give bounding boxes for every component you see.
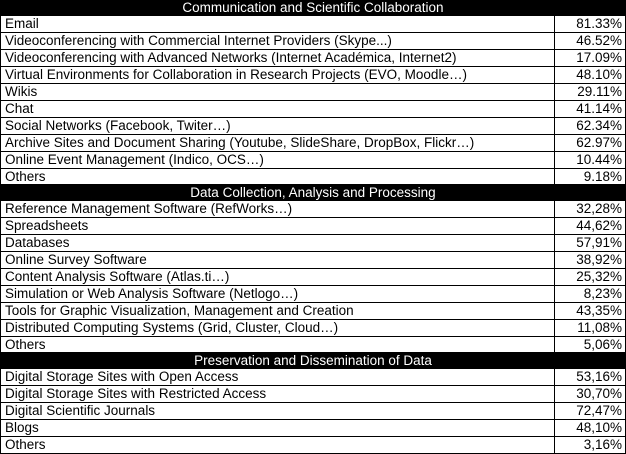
table-row	[0, 50, 626, 67]
table-row	[0, 16, 626, 33]
row-label: Digital Scientific Journals	[1, 403, 555, 419]
table-row	[0, 218, 626, 235]
table-row	[0, 337, 626, 353]
row-label: Reference Management Software (RefWorks…)	[1, 201, 555, 217]
row-label: Digital Storage Sites with Open Access	[1, 369, 555, 385]
row-value: 25,32%	[576, 269, 622, 285]
row-value: 9.18%	[583, 168, 622, 184]
table-row	[0, 303, 626, 320]
row-value: 81.33%	[576, 16, 622, 32]
table-row	[0, 437, 626, 454]
row-label: Chat	[1, 101, 555, 117]
row-value: 38,92%	[576, 252, 622, 268]
row-label: Email	[1, 16, 555, 32]
table-row	[0, 67, 626, 84]
row-value: 30,70%	[576, 386, 622, 402]
table-row	[0, 101, 626, 118]
row-label: Digital Storage Sites with Restricted Access	[1, 386, 555, 402]
table-row	[0, 235, 626, 252]
row-value: 29.11%	[577, 84, 622, 100]
row-label: Online Survey Software	[1, 252, 555, 268]
table-row	[0, 118, 626, 135]
row-label: Others	[1, 169, 555, 184]
row-value: 53,16%	[576, 369, 622, 385]
row-label: Tools for Graphic Visualization, Management and Creation	[1, 303, 555, 319]
section-header: Data Collection, Analysis and Processing	[0, 185, 626, 201]
row-label: Others	[1, 437, 555, 453]
row-label: Distributed Computing Systems (Grid, Cluster, Cloud…)	[1, 320, 555, 336]
row-value: 10.44%	[576, 152, 622, 168]
table-row	[0, 152, 626, 169]
row-value: 32,28%	[576, 201, 622, 217]
row-value: 43,35%	[576, 303, 622, 319]
row-value: 46.52%	[576, 33, 622, 49]
row-label: Archive Sites and Document Sharing (Youtube, SlideShare, DropBox, Flickr…)	[1, 135, 555, 151]
row-value: 62.34%	[576, 118, 622, 134]
row-label: Blogs	[1, 420, 555, 436]
row-label: Simulation or Web Analysis Software (Netlogo…)	[1, 286, 555, 302]
row-value: 48,10%	[576, 420, 622, 436]
row-label: Wikis	[1, 84, 555, 100]
table-row	[0, 403, 626, 420]
table-row	[0, 135, 626, 152]
row-label: Virtual Environments for Collaboration in Research Projects (EVO, Moodle…)	[1, 67, 555, 83]
table-row	[0, 320, 626, 337]
section-header: Preservation and Dissemination of Data	[0, 353, 626, 369]
table-row	[0, 201, 626, 218]
row-label: Online Event Management (Indico, OCS…)	[1, 152, 555, 168]
table-row	[0, 33, 626, 50]
row-label: Content Analysis Software (Atlas.ti…)	[1, 269, 555, 285]
table-row	[0, 169, 626, 185]
row-label: Videoconferencing with Advanced Networks (Internet Académica, Internet2)	[1, 50, 555, 66]
row-value: 48.10%	[576, 67, 622, 83]
row-value: 44,62%	[576, 218, 622, 234]
row-value: 41.14%	[576, 101, 622, 117]
row-label: Social Networks (Facebook, Twiter…)	[1, 118, 555, 134]
row-label: Others	[1, 337, 555, 352]
row-value: 62.97%	[576, 135, 622, 151]
table-row	[0, 369, 626, 386]
row-label: Databases	[1, 235, 555, 251]
row-value: 5,06%	[583, 336, 622, 352]
row-value: 57,91%	[576, 235, 622, 251]
table-row	[0, 84, 626, 101]
table-row	[0, 286, 626, 303]
row-value: 3,16%	[583, 437, 622, 453]
table-row	[0, 252, 626, 269]
row-value: 11,08%	[577, 320, 622, 336]
section-header: Communication and Scientific Collaboration	[0, 0, 626, 16]
row-value: 8,23%	[583, 286, 622, 302]
row-label: Spreadsheets	[1, 218, 555, 234]
row-label: Videoconferencing with Commercial Internet Providers (Skype...)	[1, 33, 555, 49]
table-row	[0, 420, 626, 437]
table-row	[0, 269, 626, 286]
row-value: 72,47%	[576, 403, 622, 419]
row-value: 17.09%	[576, 50, 622, 66]
table-row	[0, 386, 626, 403]
